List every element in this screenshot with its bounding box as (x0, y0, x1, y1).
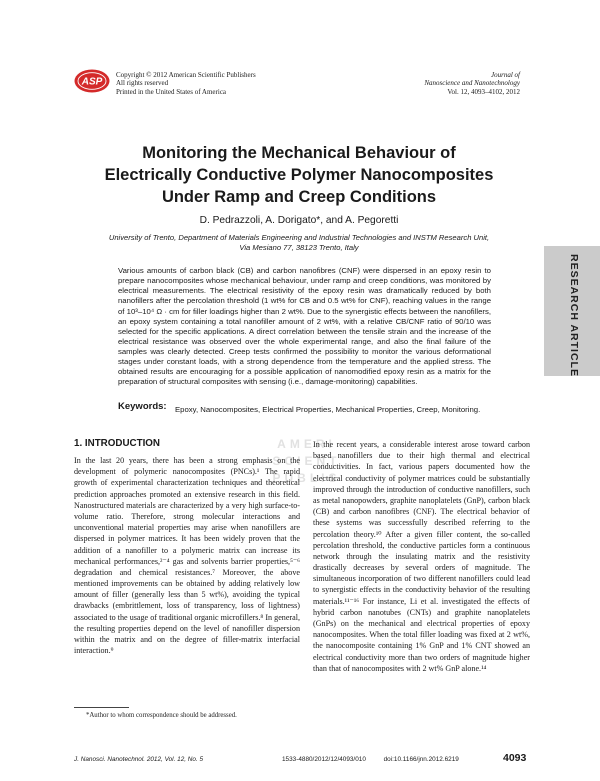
copyright-line: All rights reserved (116, 79, 169, 88)
doi-line: 1533-4880/2012/12/4093/010 doi:10.1166/jnn.2012.6219 (282, 756, 459, 763)
footnote-divider (74, 707, 129, 708)
watermark-line: SCIENT (272, 454, 341, 468)
watermark-line: PUBLIS (272, 471, 341, 485)
journal-name: Nanoscience and Nanotechnology (424, 79, 520, 88)
journal-reference: J. Nanosci. Nanotechnol. 2012, Vol. 12, No. 5 (74, 756, 204, 763)
keywords: Epoxy, Nanocomposites, Electrical Properties, Mechanical Properties, Creep, Monitoring. (175, 405, 481, 414)
title-line: Under Ramp and Creep Conditions (161, 188, 437, 206)
journal-block (424, 71, 520, 96)
intro-right-column: In the recent years, a considerable interest arose toward carbon based nanofillers due to their high thermal and electrical conductivities. In fact, various papers documented how the electrical conductivity of polymer matrices could be substantially improved through the introduction of conductive nanofillers, such as metal nanopowders, graphite nanoplatelets (GnP), carbon black (CB) and carbon nanofibres (CNF). The electrical behavior of these systems was successfully described referring to the percolation theory.¹⁰ After a given filler content, the so-called percolation threshold, the conductive particles form a continuous network through the insulating matrix and the resistivity drastically decreases by several orders of magnitude. The simultaneous incorporation of two different nanofillers could lead to synergistic effects in the conductivity behavior of the resulting materials.¹¹⁻¹⁶ For instance, Li et al. investigated the effects of hybrid carbon nanotubes (CNTs) and graphite nanoplatelets (GnPs) on the mechanical and electrical properties of epoxy nanocomposites. When the total filler loading was fixed at 2 wt%, the nanocomposite containing 1% GnP and 1% CNT showed an electrical conductivity more than two orders of magnitude higher than that of nanocomposites with 2 wt% GnP alone.¹⁴ (313, 440, 530, 673)
journal-volume: Vol. 12, 4093–4102, 2012 (447, 87, 520, 96)
keywords-label: Keywords: (118, 401, 167, 412)
copyright-line: Printed in the United States of America (116, 87, 227, 96)
journal-line: Journal of (491, 71, 520, 79)
research-article-tab (544, 246, 600, 376)
section-heading: 1. INTRODUCTION (74, 438, 160, 449)
copyright-line: Copyright © 2012 American Scientific Publishers (116, 71, 256, 79)
affiliation (74, 233, 524, 253)
watermark-line: AMERI (277, 437, 336, 451)
page-number: 4093 (503, 752, 527, 764)
affiliation-line: Via Mesiano 77, 38123 Trento, Italy (239, 243, 359, 252)
article-title (74, 142, 524, 208)
side-tab-label: RESEARCH ARTICLE (568, 254, 580, 377)
copyright-block (116, 71, 256, 96)
authors: D. Pedrazzoli, A. Dorigato*, and A. Pegoretti (199, 215, 399, 226)
title-line: Monitoring the Mechanical Behaviour of (142, 144, 456, 162)
abstract: Various amounts of carbon black (CB) and carbon nanofibres (CNF) were dispersed in an epoxy resin to prepare nanocomposites whose mechanical behaviour, under ramp and creep conditions, was monitored by electrical measurements. The electrical resistivity of the epoxy resin was dramatically reduced by both nanofillers after the percolation threshold (1 wt% for CB and 0.5 wt% for CNF), reaching values in the range of 10³–10⁴ Ω · cm for filler loadings higher than 2 wt%. Due to the synergistic effects between the nanofillers, an epoxy system containing a total nanofiller amount of 2 wt%, with a relative CB/CNF ratio of 90/10 was selected for the specific applications. A direct correlation between the tensile strain and the increase of the electrical resistance was observed over the whole experimental range, and also the final failure of the samples was clearly detected. Creep tests confirmed the possibility to monitor the various deformational stages under constant loads, with a strong dependence from the temperature and the applied stress. The obtained results are encouraging for a possible application of nanomodified epoxy resin as a matrix for the preparation of structural composites with sensing (i.e., damage-monitoring) capabilities. (118, 266, 491, 387)
asp-logo (74, 69, 110, 93)
logo-text: ASP (81, 76, 103, 88)
title-line: Electrically Conductive Polymer Nanocomposites (104, 166, 494, 184)
correspondence-footnote: *Author to whom correspondence should be addressed. (86, 712, 237, 719)
affiliation-line: University of Trento, Department of Materials Engineering and Industrial Technologies and INSTM Research Unit, (108, 233, 490, 242)
intro-left-column: In the last 20 years, there has been a strong emphasis on the development of polymeric nanocomposites (PNCs).¹ The rapid growth of experimental characterization techniques and theoretical prediction approaches promoted an extensive research in this field. Nanostructured materials are characterized by a very high surface-to-volume ratio. Therefore, strong molecular interactions and unconventional material properties may arise when nanofillers are dispersed in polymer matrices. It has been widely proven that the addition of a nanofiller to a polymeric matrix can increase its mechanical performances,²⁻⁴ gas and solvents barrier properties,⁵⁻⁶ degradation and chemical resistances.⁷ Moreover, the above mentioned improvements can be obtained by adding relatively low amount of filler (generally less than 5 wt%), avoiding the typical drawbacks (embrittlement, loss of transparency, loss of lightness) associated to the usage of traditional organic microfillers.⁸ In general, the resulting properties depend on the level of nanofiller dispersion within the matrix and on the degree of filler-matrix interfacial interaction.⁹ (74, 456, 300, 656)
